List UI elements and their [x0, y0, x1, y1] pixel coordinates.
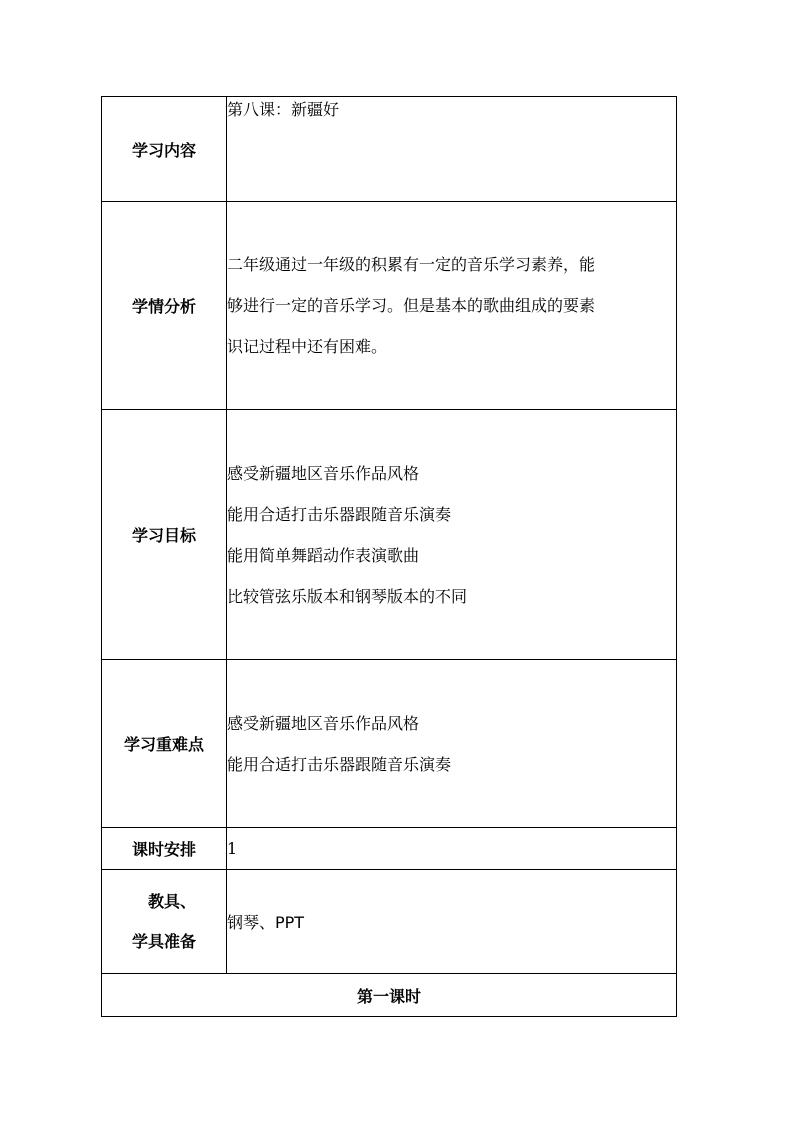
value-teaching-tools-text: 钢琴、PPT [227, 913, 305, 932]
label-key-difficulties [102, 660, 227, 828]
goal-item: 比较管弦乐版本和钢琴版本的不同 [227, 586, 468, 606]
analysis-line: 二年级通过一年级的积累有一定的音乐学习素养，能 [227, 255, 596, 274]
session-title [102, 974, 677, 1017]
table-row-analysis [102, 202, 677, 410]
table-row-goals [102, 410, 677, 660]
goal-item: 能用简单舞蹈动作表演歌曲 [227, 545, 420, 565]
label-learning-goals-text: 学习目标 [131, 526, 196, 545]
label-learning-content-text: 学习内容 [131, 140, 196, 160]
goal-item: 感受新疆地区音乐作品风格 [227, 463, 420, 483]
value-learning-content [227, 97, 677, 202]
label-teaching-tools [102, 870, 227, 974]
value-class-schedule-text: 1 [227, 839, 238, 858]
keypoint-item: 感受新疆地区音乐作品风格 [227, 713, 420, 733]
session-title-text: 第一课时 [356, 986, 421, 1006]
label-situation-analysis [102, 202, 227, 410]
keypoint-item: 能用合适打击乐器跟随音乐演奏 [227, 754, 452, 774]
table-row-keypoints [102, 660, 677, 828]
label-learning-content [102, 97, 227, 202]
label-situation-analysis-text: 学情分析 [131, 297, 196, 316]
label-key-difficulties-text: 学习重难点 [123, 735, 204, 754]
table-row-schedule [102, 828, 677, 870]
analysis-line: 识记过程中还有困难。 [227, 337, 388, 356]
label-learning-goals [102, 410, 227, 660]
goal-item: 能用合适打击乐器跟随音乐演奏 [227, 504, 452, 524]
value-teaching-tools [227, 870, 677, 974]
table-row-session [102, 974, 677, 1017]
value-situation-analysis [227, 202, 677, 410]
lesson-plan-table [101, 96, 677, 1017]
label-class-schedule-text: 课时安排 [131, 840, 196, 859]
table-row-tools [102, 870, 677, 974]
value-learning-content-text: 第八课：新疆好 [227, 100, 340, 119]
value-learning-goals [227, 410, 677, 660]
value-key-difficulties [227, 660, 677, 828]
label-class-schedule [102, 828, 227, 870]
label-teaching-tools-line: 教具、 [147, 891, 196, 911]
table-row-content [102, 97, 677, 202]
value-class-schedule [227, 828, 677, 870]
label-teaching-tools-line: 学具准备 [131, 931, 196, 951]
analysis-line: 够进行一定的音乐学习。但是基本的歌曲组成的要素 [227, 296, 596, 315]
